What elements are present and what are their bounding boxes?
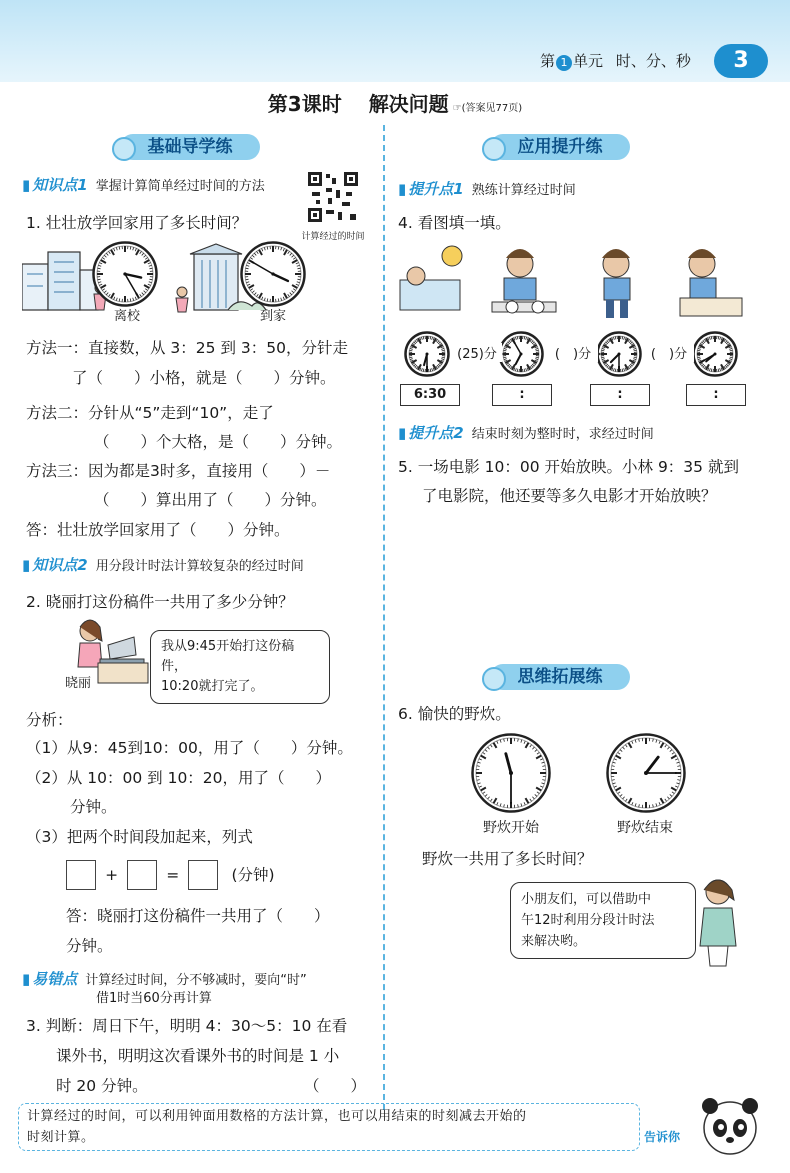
tip-line-2: 时刻计算。 xyxy=(27,1130,95,1145)
q4-time-box-3[interactable]: : xyxy=(590,384,650,406)
clock-face-icon xyxy=(240,241,306,307)
q2-step3: （3）把两个时间段加起来，列式 xyxy=(26,828,253,846)
q3-line1: 3. 判断：周日下午，明明 4：30～5：10 在看 xyxy=(26,1017,348,1035)
q5-line1: 5. 一场电影 10：00 开始放映。小林 9：35 就到 xyxy=(398,458,739,476)
waking-up-icon xyxy=(400,246,462,310)
tp2-text: 结束时刻为整时时，求经过时间 xyxy=(471,427,654,442)
clock-center xyxy=(426,353,429,356)
going-to-school-icon xyxy=(602,249,630,318)
q2-step2: （2）从 10：00 到 10：20，用了（ ） xyxy=(26,769,332,787)
q4-time-box-4[interactable]: : xyxy=(686,384,746,406)
q1-method2-line1: 方法二：分针从“5”走到“10”，走了 xyxy=(26,404,274,422)
clock-face-icon xyxy=(606,733,686,813)
clock-face-icon xyxy=(692,331,738,377)
q1-method3-line1: 方法三：因为都是3时多，直接用（ ）－ xyxy=(26,462,331,480)
knowledge-point-1 xyxy=(22,174,265,195)
page-title xyxy=(0,88,790,117)
qr-code-icon[interactable] xyxy=(306,170,360,224)
tell-you-badge: 告诉你 xyxy=(643,1130,680,1144)
name-xiaoli: 晓丽 xyxy=(64,676,91,691)
panda-mascot-icon xyxy=(690,1090,770,1160)
equation-box-1[interactable] xyxy=(66,860,96,890)
unit-label xyxy=(540,50,691,71)
lesson-topic: 解决问题 xyxy=(368,92,449,116)
improvement-point-2 xyxy=(398,422,654,443)
equation-box-2[interactable] xyxy=(127,860,157,890)
speech-line-1: 我从9:45开始打这份稿件， xyxy=(161,639,295,674)
q4-scenes xyxy=(392,240,752,324)
column-divider xyxy=(383,125,385,1110)
equation-box-result[interactable] xyxy=(188,860,218,890)
q4-clock-1 xyxy=(404,331,450,377)
lesson-label: 第3课时 xyxy=(267,92,342,116)
tip-line-1: 计算经过的时间，可以利用钟面用数格的方法计算，也可以用结束的时刻减去开始的 xyxy=(27,1109,527,1124)
section-thinking-practice: 思维拓展练 xyxy=(490,664,630,690)
speech-line-2: 10:20就打完了。 xyxy=(161,679,264,694)
q5-line2: 了电影院，他还要等多久电影才开始放映？ xyxy=(422,487,717,505)
q1-method3-line2: （ ）算出用了（ ）分钟。 xyxy=(94,491,327,509)
eating-breakfast-icon xyxy=(492,249,556,313)
unit-topic: 时、分、秒 xyxy=(615,52,691,70)
label-arrive-home: 到家 xyxy=(259,309,286,324)
q2-step2-unit: 分钟。 xyxy=(70,798,117,816)
desk-icon xyxy=(98,663,148,683)
qr-caption: 计算经过的时间 xyxy=(301,232,365,242)
girl-icon xyxy=(78,620,102,667)
section-basic-practice: 基础导学练 xyxy=(120,134,260,160)
q4-clock-4 xyxy=(692,331,738,377)
clock-leave-school xyxy=(92,241,158,307)
clock-face-icon xyxy=(404,331,450,377)
child-icon xyxy=(176,287,188,312)
q3-line3: 时 20 分钟。 xyxy=(56,1077,148,1095)
q2-analysis-label: 分析： xyxy=(26,711,73,729)
laptop-icon xyxy=(100,637,144,663)
q4-interval-2[interactable]: ( )分 xyxy=(548,343,598,362)
q2-stem: 2. 晓丽打这份稿件一共用了多少分钟？ xyxy=(26,593,294,611)
kp1-tag: ▮ 知识点1 xyxy=(22,176,88,194)
q4-interval-1: (25)分 xyxy=(452,343,502,362)
kp1-text: 掌握计算简单经过时间的方法 xyxy=(95,179,265,194)
unit-suffix: 单元 xyxy=(573,52,604,70)
label-leave-school: 离校 xyxy=(113,309,140,324)
q3-answer-paren[interactable]: （ ） xyxy=(304,1077,367,1095)
error-prone-point xyxy=(22,968,307,989)
tp1-tag: ▮ 提升点1 xyxy=(398,180,464,198)
clock-center xyxy=(509,771,513,775)
tp2-tag: ▮ 提升点2 xyxy=(398,424,464,442)
page-number: 3 xyxy=(714,44,768,78)
q2-answer-line2: 分钟。 xyxy=(66,937,113,955)
caption-picnic-start: 野炊开始 xyxy=(483,820,539,836)
q2-equation xyxy=(66,860,275,890)
equals-sign: = xyxy=(166,865,180,884)
teacher-speech-bubble xyxy=(510,882,696,959)
q1-method1-line1: 方法一：直接数，从 3：25 到 3：50，分针走 xyxy=(26,339,348,357)
tp1-text: 熟练计算经过时间 xyxy=(471,183,576,198)
q4-time-box-2[interactable]: : xyxy=(492,384,552,406)
q2-step1: （1）从9：45到10：00，用了（ ）分钟。 xyxy=(26,739,353,757)
clock-center xyxy=(271,272,274,275)
clock-face-icon xyxy=(92,241,158,307)
doing-homework-icon xyxy=(680,249,742,316)
q1-method1-line2: 了（ ）小格，就是（ ）分钟。 xyxy=(72,369,336,387)
err-line-1: 计算经过时间，分不够减时，要向“时” xyxy=(85,973,307,988)
clock-arrive-home xyxy=(240,241,306,307)
q4-time-box-1: 6:30 xyxy=(400,384,460,406)
q3-line2: 课外书，明明这次看课外书的时间是 1 小 xyxy=(56,1047,340,1065)
clock-center xyxy=(714,353,717,356)
answer-reference: ☞(答案见77页) xyxy=(452,103,523,114)
unit-prefix: 第 xyxy=(540,52,556,70)
kp2-text: 用分段计时法计算较复杂的经过时间 xyxy=(95,559,304,574)
clock-picnic-end xyxy=(606,733,686,813)
clock-picnic-start xyxy=(471,733,551,813)
bubble-line-1: 小朋友们，可以借助中 xyxy=(521,892,652,907)
clock-center xyxy=(123,272,126,275)
teacher-icon xyxy=(690,876,746,970)
bubble-line-3: 来解决哟。 xyxy=(521,934,587,949)
speech-bubble-xiaoli xyxy=(150,630,330,704)
caption-picnic-end: 野炊结束 xyxy=(617,820,673,836)
knowledge-point-2 xyxy=(22,554,304,575)
q6-stem: 6. 愉快的野炊。 xyxy=(398,705,511,723)
q1-stem: 1. 壮壮放学回家用了多长时间？ xyxy=(26,214,248,232)
footer-tip xyxy=(18,1103,640,1151)
section-applied-practice: 应用提升练 xyxy=(490,134,630,160)
q4-interval-3[interactable]: ( )分 xyxy=(644,343,694,362)
q1-method2-line2: （ ）个大格，是（ ）分钟。 xyxy=(94,433,343,451)
improvement-point-1 xyxy=(398,178,576,199)
unit-number: 1 xyxy=(556,55,572,71)
bubble-line-2: 午12时利用分段计时法 xyxy=(521,913,655,928)
equation-unit: (分钟) xyxy=(231,865,275,884)
q4-stem: 4. 看图填一填。 xyxy=(398,214,511,232)
q6-question: 野炊一共用了多长时间？ xyxy=(422,850,593,868)
q2-answer-line1: 答：晓丽打这份稿件一共用了（ ） xyxy=(66,907,330,925)
plus-sign: + xyxy=(105,865,119,884)
kp2-tag: ▮ 知识点2 xyxy=(22,556,88,574)
clock-center xyxy=(644,771,648,775)
err-line-2: 借1时当60分再计算 xyxy=(96,991,212,1006)
err-tag: ▮ 易错点 xyxy=(22,970,77,988)
school-building-icon xyxy=(22,252,98,310)
clock-face-icon xyxy=(471,733,551,813)
q1-answer: 答：壮壮放学回家用了（ ）分钟。 xyxy=(26,521,290,539)
